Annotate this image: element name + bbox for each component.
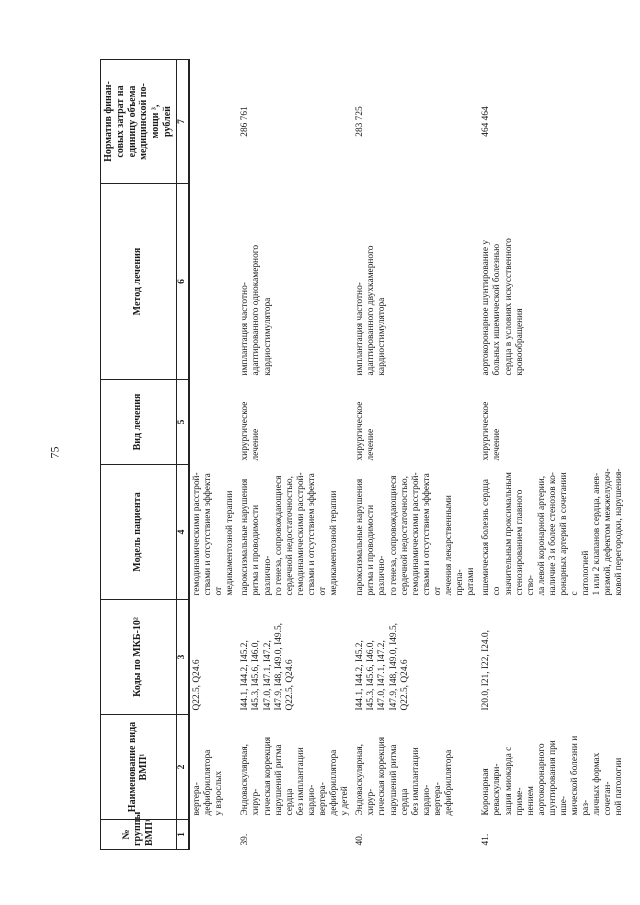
header-treatment-type: Вид лечения [101, 380, 177, 465]
treatment-type-cell: хирургическое лечение [355, 401, 377, 461]
column-number: 4 [176, 465, 189, 600]
treatment-method-cell: имплантация частотно- адаптированного двухкамерного кардиостимулятора [355, 245, 388, 376]
rotated-table-container [100, 60, 625, 850]
treatment-type-cell: хирургическое лечение [481, 401, 503, 461]
column-number-row [176, 60, 189, 850]
table-row [189, 60, 238, 850]
header-patient-model: Модель пациента [101, 465, 177, 600]
patient-model-cell: гемодинамическими расстрой- ствами и отсутствием эффекта от медикаментозной терапии [191, 472, 236, 596]
group-number-cell: 41. [481, 833, 492, 846]
header-vmp-name: Наименование вида ВМП¹ [101, 715, 177, 820]
icd-codes-cell: I20.0, I21, I22, I24.0, [481, 630, 492, 711]
header-icd-codes: Коды по МКБ-10² [101, 600, 177, 715]
treatment-method-cell [189, 184, 238, 380]
column-number: 6 [176, 184, 189, 380]
vmp-name-cell: Коронарная реваскуляри- зация миокарда с приме- нением аортокоронарного шунтирования при ише- мической болезни и раз- личных формах сочетан- ной патологии [481, 735, 625, 816]
patient-model-cell: ишемическая болезнь сердца со значительным проксимальным стенозированием главного ство- ла левой коронарной артерии, наличие 3 и более стенозов ко- ронарных артерий в сочетании с патологией 1 или 2 клапанов сердца, анев- ризмой, дефектом межжелудоч- ковой перегородки, нарушения- [481, 468, 625, 596]
vmp-table [100, 59, 640, 850]
vmp-name-cell: Эндоваскулярная, хирур- гическая коррекция нарушений ритма сердца без имплантации кардио- вертера-дефибриллятора [355, 736, 455, 816]
header-group-number: № группы ВМП¹ [101, 820, 177, 850]
group-number-cell [189, 820, 238, 850]
column-number: 2 [176, 715, 189, 820]
column-number: 1 [176, 820, 189, 850]
table-row [353, 60, 479, 850]
icd-codes-cell: I44.1, I44.2, I45.2, I45.3, I45.6, I46.0, I47.0, I47.1, I47.2, I47.9, I48, I49.0, I49.5, Q22.5, Q24.6 [240, 623, 295, 711]
cost-cell [189, 60, 238, 184]
treatment-type-cell: хирургическое лечение [240, 401, 262, 461]
patient-model-cell: пароксизмальные нарушения ритма и проводимости различно- го генеза, сопровождающиеся сердечной недостаточностью, гемодинамическими расстрой- ствами и отсутствием эффекта от медикаментозной терапии [240, 472, 340, 596]
column-number: 7 [176, 60, 189, 184]
cost-cell: 286 761 [240, 106, 251, 137]
table-row [479, 60, 640, 850]
cost-cell: 283 725 [355, 106, 366, 137]
header-treatment-method: Метод лечения [101, 184, 177, 380]
group-number-cell: 39. [240, 833, 251, 846]
table-row [238, 60, 353, 850]
icd-codes-cell: I44.1, I44.2, I45.2, I45.3, I45.6, I46.0, I47.0, I47.1, I47.2, I47.9, I48, I49.0, I49.5, Q22.5, Q24.6 [355, 623, 410, 711]
column-number: 5 [176, 380, 189, 465]
vmp-name-cell: Эндоваскулярная, хирур- гическая коррекция нарушений ритма сердца без имплантации кардио- вертера-дефибриллятора у детей [240, 736, 351, 816]
cost-cell: 464 464 [481, 106, 492, 137]
header-cost-standard: Норматив финан- совых затрат на единицу объема медицинской по- мощи ³, рублей [101, 60, 177, 184]
treatment-type-cell [189, 380, 238, 465]
header-row [101, 60, 177, 850]
group-number-cell: 40. [355, 833, 366, 846]
page-number: 75 [47, 446, 62, 459]
icd-codes-cell: Q22.5, Q24.6 [191, 659, 202, 711]
treatment-method-cell: имплантация частотно- адаптированного однокамерного кардиостимулятора [240, 244, 273, 376]
column-number: 3 [176, 600, 189, 715]
treatment-method-cell: аортокоронарное шунтирование у больных ишемической болезнью сердца в условиях искусственного кровообращения [481, 238, 525, 376]
patient-model-cell: пароксизмальные нарушения ритма и проводимости различно- го генеза, сопровождающиеся сердечной недостаточностью, гемодинамическими расстрой- ствами и отсутствием эффекта от лечения лекарственными препа- ратами [355, 472, 477, 596]
vmp-name-cell: вертера-дефибриллятора у взрослых [191, 749, 225, 816]
